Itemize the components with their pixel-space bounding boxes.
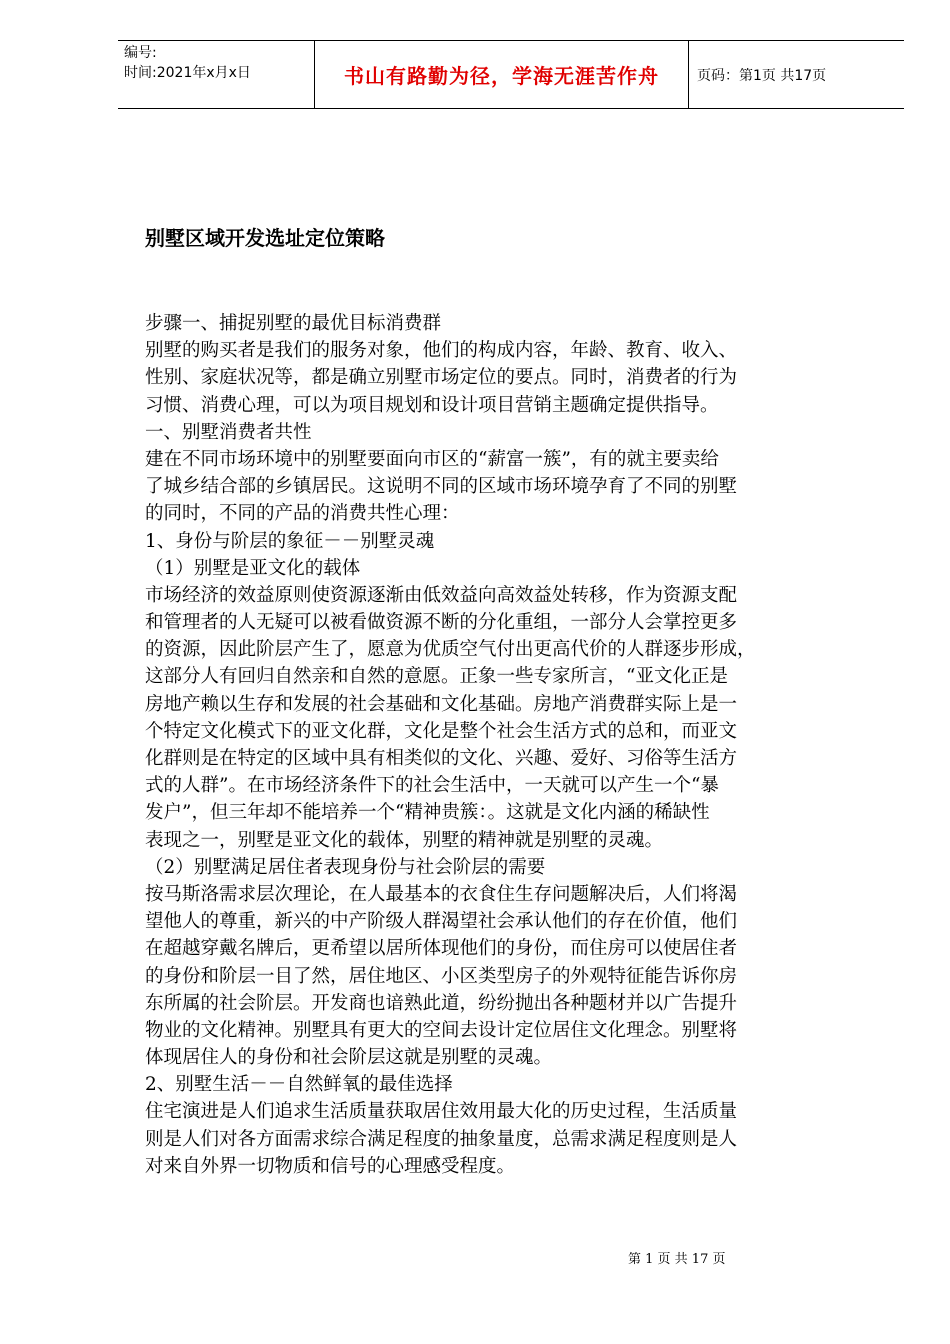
body-text-line: 的同时，不同的产品的消费共性心理： [145,503,460,525]
body-text-line: 2、别墅生活－－自然鲜氧的最佳选择 [145,1074,453,1096]
body-text-line: 的资源，因此阶层产生了，愿意为优质空气付出更高代价的人群逐步形成， [145,639,756,661]
body-text-line: 望他人的尊重，新兴的中产阶级人群渴望社会承认他们的存在价值，他们 [145,911,738,933]
body-text-line: （2）别墅满足居住者表现身份与社会阶层的需要 [145,856,546,878]
body-text-line: 步骤一、捕捉别墅的最优目标消费群 [145,313,442,334]
number-label: 编号: [124,45,157,61]
body-text-line: 的身份和阶层一目了然，居住地区、小区类型房子的外观特征能告诉你房 [145,965,738,987]
body-text-line: 化群则是在特定的区域中具有相类似的文化、兴趣、爱好、习俗等生活方 [145,748,738,769]
body-text-line: 和管理者的人无疑可以被看做资源不断的分化重组，一部分人会掌控更多 [145,612,738,634]
page-info: 页码：第1页 共17页 [697,67,827,84]
body-text-line: 东所属的社会阶层。开发商也谙熟此道，纷纷抛出各种题材并以广告提升 [145,992,738,1014]
header-meta [118,41,315,108]
footer-page-number: 第 1 页 共 17 页 [628,1252,726,1267]
body-text-line: 市场经济的效益原则使资源逐渐由低效益向高效益处转移，作为资源支配 [145,584,738,606]
document-title: 别墅区域开发选址定位策略 [145,226,385,250]
header-page-cell [689,41,904,108]
body-text-line: 这部分人有回归自然亲和自然的意愿。正象一些专家所言，“亚文化正是 [145,666,728,688]
body-text-line: 体现居住人的身份和社会阶层这就是别墅的灵魂。 [145,1047,553,1069]
body-text-line: 按马斯洛需求层次理论，在人最基本的衣食住生存问题解决后，人们将渴 [145,883,738,905]
body-text-line: 性别、家庭状况等，都是确立别墅市场定位的要点。同时，消费者的行为 [145,367,738,389]
time-label: 时间:2021年x月x日 [124,65,251,81]
body-text-line: 一、别墅消费者共性 [145,421,312,443]
document-header [118,40,904,109]
body-text-line: 1、身份与阶层的象征－－别墅灵魂 [145,530,435,552]
body-text-line: 房地产赖以生存和发展的社会基础和文化基础。房地产消费群实际上是一 [145,693,738,715]
body-text-line: 发户”，但三年却不能培养一个“精神贵簇：。这就是文化内涵的稀缺性 [145,802,710,824]
body-text-line: 习惯、消费心理，可以为项目规划和设计项目营销主题确定提供指导。 [145,394,719,416]
body-text-line: 物业的文化精神。别墅具有更大的空间去设计定位居住文化理念。别墅将 [145,1019,738,1041]
body-text-line: 在超越穿戴名牌后，更希望以居所体现他们的身份，而住房可以使居住者 [145,938,738,960]
body-text-line: 住宅演进是人们追求生活质量获取居住效用最大化的历史过程，生活质量 [145,1101,738,1123]
header-motto-cell [315,41,689,108]
body-text-line: 建在不同市场环境中的别墅要面向市区的“薪富一簇”，有的就主要卖给 [145,448,719,470]
body-text-line: 了城乡结合部的乡镇居民。这说明不同的区域市场环境孕育了不同的别墅 [145,476,738,498]
body-text-line: 别墅的购买者是我们的服务对象，他们的构成内容，年龄、教育、收入、 [145,340,738,362]
body-text-line: 则是人们对各方面需求综合满足程度的抽象量度，总需求满足程度则是人 [145,1128,738,1150]
body-text-line: 个特定文化模式下的亚文化群，文化是整个社会生活方式的总和，而亚文 [145,720,738,742]
body-text-line: 对来自外界一切物质和信号的心理感受程度。 [145,1155,516,1177]
motto-text: 书山有路勤为径，学海无涯苦作舟 [344,64,659,88]
body-text-line: 式的人群”。在市场经济条件下的社会生活中，一天就可以产生一个“暴 [145,775,719,797]
document-body [145,310,865,1180]
body-text-line: 表现之一，别墅是亚文化的载体，别墅的精神就是别墅的灵魂。 [145,829,664,851]
body-text-line: （1）别墅是亚文化的载体 [145,557,361,579]
